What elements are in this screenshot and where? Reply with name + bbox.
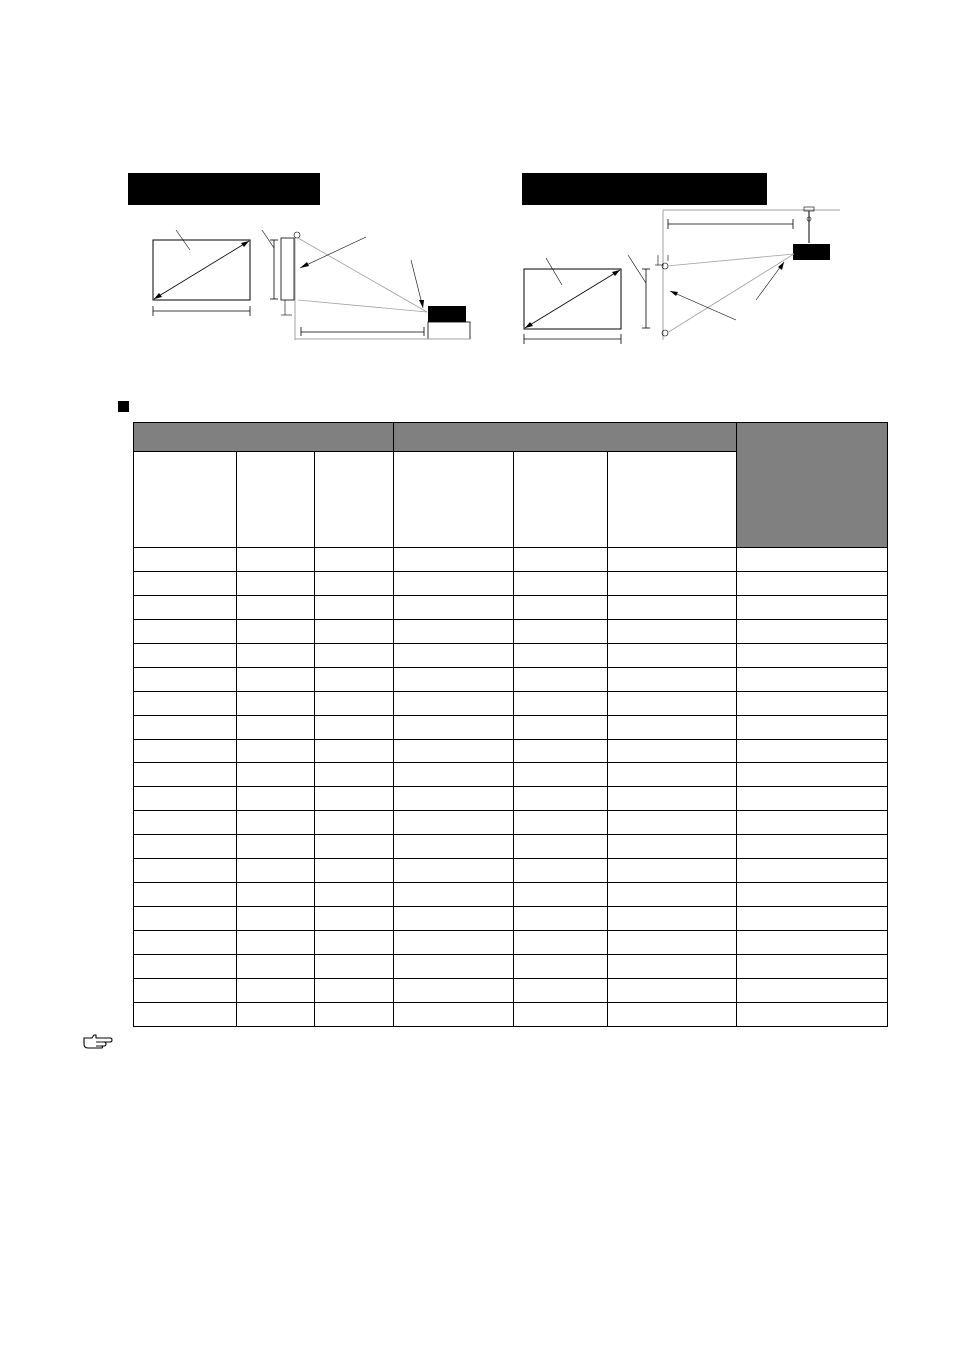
ceiling-mount (804, 207, 814, 243)
table-cell (237, 787, 315, 811)
diagonal-column-header (134, 452, 237, 548)
table-cell (134, 739, 237, 763)
table-cell (737, 595, 888, 619)
table-cell (737, 835, 888, 859)
ceiling-projection-beam (667, 254, 794, 333)
table-row (134, 835, 888, 859)
table-cell (608, 763, 737, 787)
table-cell (514, 667, 608, 691)
table-cell (134, 715, 237, 739)
table-cell (315, 691, 394, 715)
table-cell (315, 1002, 394, 1026)
table-cell (237, 931, 315, 955)
table-cell (608, 978, 737, 1002)
table-cell (608, 595, 737, 619)
ceiling-installation-title-bar (522, 173, 767, 205)
table-cell (514, 859, 608, 883)
table-cell (134, 619, 237, 643)
ceiling-installation-diagram (518, 205, 848, 347)
table-cell (394, 859, 514, 883)
table-row (134, 859, 888, 883)
table-row (134, 1002, 888, 1026)
table-group-header-row (134, 423, 888, 452)
table-cell (514, 595, 608, 619)
table-cell (315, 643, 394, 667)
ceiling-projector-icon (793, 244, 830, 260)
table-cell (514, 811, 608, 835)
table-cell (315, 667, 394, 691)
table-cell (737, 619, 888, 643)
table-cell (134, 835, 237, 859)
table-cell (394, 715, 514, 739)
table-cell (608, 571, 737, 595)
table-cell (237, 763, 315, 787)
table-cell (737, 643, 888, 667)
table-cell (737, 691, 888, 715)
table-cell (737, 1002, 888, 1026)
floor-installation-title-bar (128, 173, 320, 205)
table-cell (315, 978, 394, 1002)
table-cell (134, 643, 237, 667)
table-cell (315, 715, 394, 739)
table-row (134, 931, 888, 955)
table-cell (737, 548, 888, 572)
table-cell (514, 1002, 608, 1026)
table-cell (394, 739, 514, 763)
table-cell (608, 667, 737, 691)
table-cell (237, 595, 315, 619)
table-cell (737, 667, 888, 691)
table-cell (737, 978, 888, 1002)
table-cell (514, 883, 608, 907)
table-row (134, 548, 888, 572)
table-cell (394, 691, 514, 715)
table-cell (394, 571, 514, 595)
table-cell (237, 859, 315, 883)
table-cell (237, 978, 315, 1002)
floor-projector-icon (428, 306, 470, 339)
table-row (134, 787, 888, 811)
table-cell (315, 787, 394, 811)
table-cell (514, 954, 608, 978)
table-cell (394, 595, 514, 619)
max-distance-column-header (608, 452, 737, 548)
table-cell (134, 691, 237, 715)
table-cell (315, 739, 394, 763)
table-cell (134, 1002, 237, 1026)
table-cell (237, 1002, 315, 1026)
table-cell (237, 571, 315, 595)
table-row (134, 978, 888, 1002)
table-cell (514, 978, 608, 1002)
table-cell (514, 548, 608, 572)
dimensions-table (133, 422, 888, 1027)
table-cell (514, 691, 608, 715)
table-cell (237, 619, 315, 643)
table-cell (315, 595, 394, 619)
width-column-header (237, 452, 315, 548)
table-row (134, 667, 888, 691)
table-row (134, 715, 888, 739)
table-cell (608, 739, 737, 763)
table-row (134, 883, 888, 907)
table-cell (394, 787, 514, 811)
table-cell (394, 978, 514, 1002)
table-cell (237, 835, 315, 859)
table-cell (394, 931, 514, 955)
table-body (134, 548, 888, 1027)
table-cell (237, 643, 315, 667)
table-cell (737, 811, 888, 835)
offset-header (737, 423, 888, 548)
ceiling-screen-side (655, 255, 668, 336)
table-cell (608, 907, 737, 931)
table-cell (514, 715, 608, 739)
table-cell (394, 811, 514, 835)
table-cell (237, 691, 315, 715)
floor-diagonal-arrow (154, 241, 249, 299)
table-cell (134, 548, 237, 572)
table-cell (237, 954, 315, 978)
table-cell (134, 763, 237, 787)
table-cell (237, 811, 315, 835)
table-cell (315, 571, 394, 595)
table-cell (315, 859, 394, 883)
table-cell (134, 907, 237, 931)
table-cell (514, 643, 608, 667)
table-cell (608, 643, 737, 667)
min-distance-column-header (394, 452, 514, 548)
table-cell (608, 715, 737, 739)
table-cell (514, 739, 608, 763)
table-cell (514, 619, 608, 643)
table-cell (608, 954, 737, 978)
table-cell (608, 787, 737, 811)
table-cell (134, 667, 237, 691)
bullet-square-icon (118, 401, 129, 412)
table-cell (737, 931, 888, 955)
table-cell (134, 978, 237, 1002)
table-cell (237, 715, 315, 739)
table-row (134, 619, 888, 643)
table-cell (737, 907, 888, 931)
table-cell (608, 1002, 737, 1026)
table-cell (737, 954, 888, 978)
table-cell (315, 883, 394, 907)
table-cell (608, 835, 737, 859)
table-cell (514, 907, 608, 931)
table-cell (315, 907, 394, 931)
floor-screen-side (281, 232, 300, 340)
table-cell (134, 571, 237, 595)
table-cell (394, 954, 514, 978)
table-cell (237, 907, 315, 931)
table-cell (608, 883, 737, 907)
table-cell (608, 548, 737, 572)
height-column-header (315, 452, 394, 548)
table-cell (237, 883, 315, 907)
table-cell (394, 667, 514, 691)
table-cell (315, 763, 394, 787)
table-cell (134, 787, 237, 811)
table-row (134, 691, 888, 715)
table-cell (737, 787, 888, 811)
table-cell (134, 595, 237, 619)
table-cell (134, 931, 237, 955)
table-cell (315, 811, 394, 835)
table-row (134, 811, 888, 835)
table-cell (134, 883, 237, 907)
table-cell (514, 571, 608, 595)
projection-distance-header (394, 423, 737, 452)
table-row (134, 954, 888, 978)
table-cell (394, 1002, 514, 1026)
pointing-hand-icon (82, 1032, 114, 1050)
table-cell (134, 811, 237, 835)
table-cell (394, 763, 514, 787)
table-cell (608, 619, 737, 643)
table-cell (737, 763, 888, 787)
table-cell (514, 787, 608, 811)
table-cell (608, 859, 737, 883)
table-cell (237, 739, 315, 763)
table-cell (315, 835, 394, 859)
average-column-header (514, 452, 608, 548)
table-row (134, 763, 888, 787)
table-cell (608, 811, 737, 835)
table-cell (608, 931, 737, 955)
table-row (134, 739, 888, 763)
table-row (134, 595, 888, 619)
table-cell (737, 859, 888, 883)
table-cell (737, 883, 888, 907)
table-cell (394, 907, 514, 931)
table-cell (134, 859, 237, 883)
table-cell (315, 954, 394, 978)
ceiling-diagonal-arrow (525, 270, 620, 328)
table-cell (394, 835, 514, 859)
table-cell (394, 619, 514, 643)
table-cell (737, 571, 888, 595)
table-cell (134, 954, 237, 978)
table-cell (737, 739, 888, 763)
table-row (134, 643, 888, 667)
table-cell (394, 548, 514, 572)
table-cell (514, 931, 608, 955)
table-cell (394, 883, 514, 907)
floor-installation-diagram (140, 222, 480, 350)
table-cell (514, 763, 608, 787)
table-cell (237, 548, 315, 572)
table-row (134, 571, 888, 595)
table-cell (237, 667, 315, 691)
table-cell (315, 548, 394, 572)
table-cell (315, 931, 394, 955)
table-row (134, 907, 888, 931)
table-cell (737, 715, 888, 739)
screen-dimensions-header (134, 423, 394, 452)
table-cell (394, 643, 514, 667)
table-cell (315, 619, 394, 643)
table-cell (514, 835, 608, 859)
table-cell (608, 691, 737, 715)
floor-projection-beam (298, 238, 427, 312)
